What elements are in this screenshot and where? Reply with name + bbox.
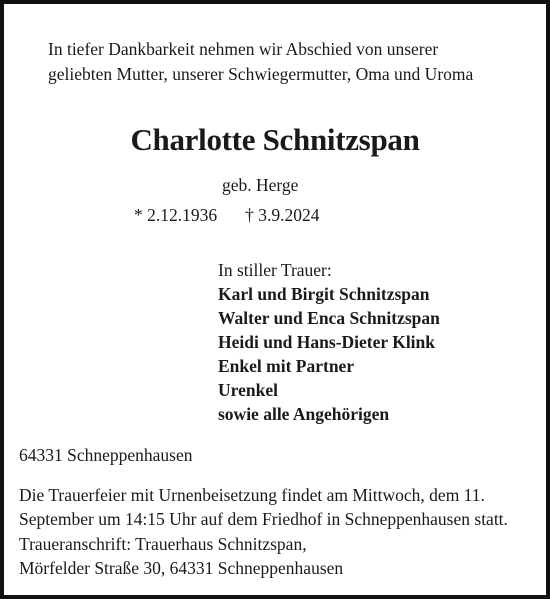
service-line-1: Die Trauerfeier mit Urnenbeisetzung findet am Mittwoch, dem 11. — [19, 485, 485, 505]
address-line-2: Mörfelder Straße 30, 64331 Schneppenhausen — [19, 558, 344, 578]
death-date: † 3.9.2024 — [245, 205, 320, 225]
deceased-name: Charlotte Schnitzspan — [130, 122, 420, 157]
mourner-item: Urenkel — [218, 380, 278, 400]
intro-text — [48, 37, 473, 87]
city-line: 64331 Schneppenhausen — [19, 445, 193, 465]
mourners-heading: In stiller Trauer: — [218, 260, 332, 280]
life-dates — [134, 205, 320, 226]
mourner-item: Heidi und Hans-Dieter Klink — [218, 332, 436, 352]
service-line-2: September um 14:15 Uhr auf dem Friedhof in Schneppenhausen statt. — [19, 509, 508, 529]
birth-date: * 2.12.1936 — [134, 205, 218, 225]
birth-name: geb. Herge — [222, 175, 299, 195]
mourner-item: Karl und Birgit Schnitzspan — [218, 284, 430, 304]
intro-line-1: In tiefer Dankbarkeit nehmen wir Abschied von unserer — [48, 39, 439, 59]
intro-line-2: geliebten Mutter, unserer Schwiegermutter, Oma und Uroma — [48, 64, 474, 84]
mourners-block — [218, 258, 440, 426]
mourner-item: Walter und Enca Schnitzspan — [218, 308, 440, 328]
mourner-item: Enkel mit Partner — [218, 356, 355, 376]
mourning-address — [19, 532, 343, 580]
address-line-1: Traueranschrift: Trauerhaus Schnitzspan, — [19, 534, 307, 554]
mourner-item: sowie alle Angehörigen — [218, 404, 390, 424]
service-info — [19, 483, 508, 531]
